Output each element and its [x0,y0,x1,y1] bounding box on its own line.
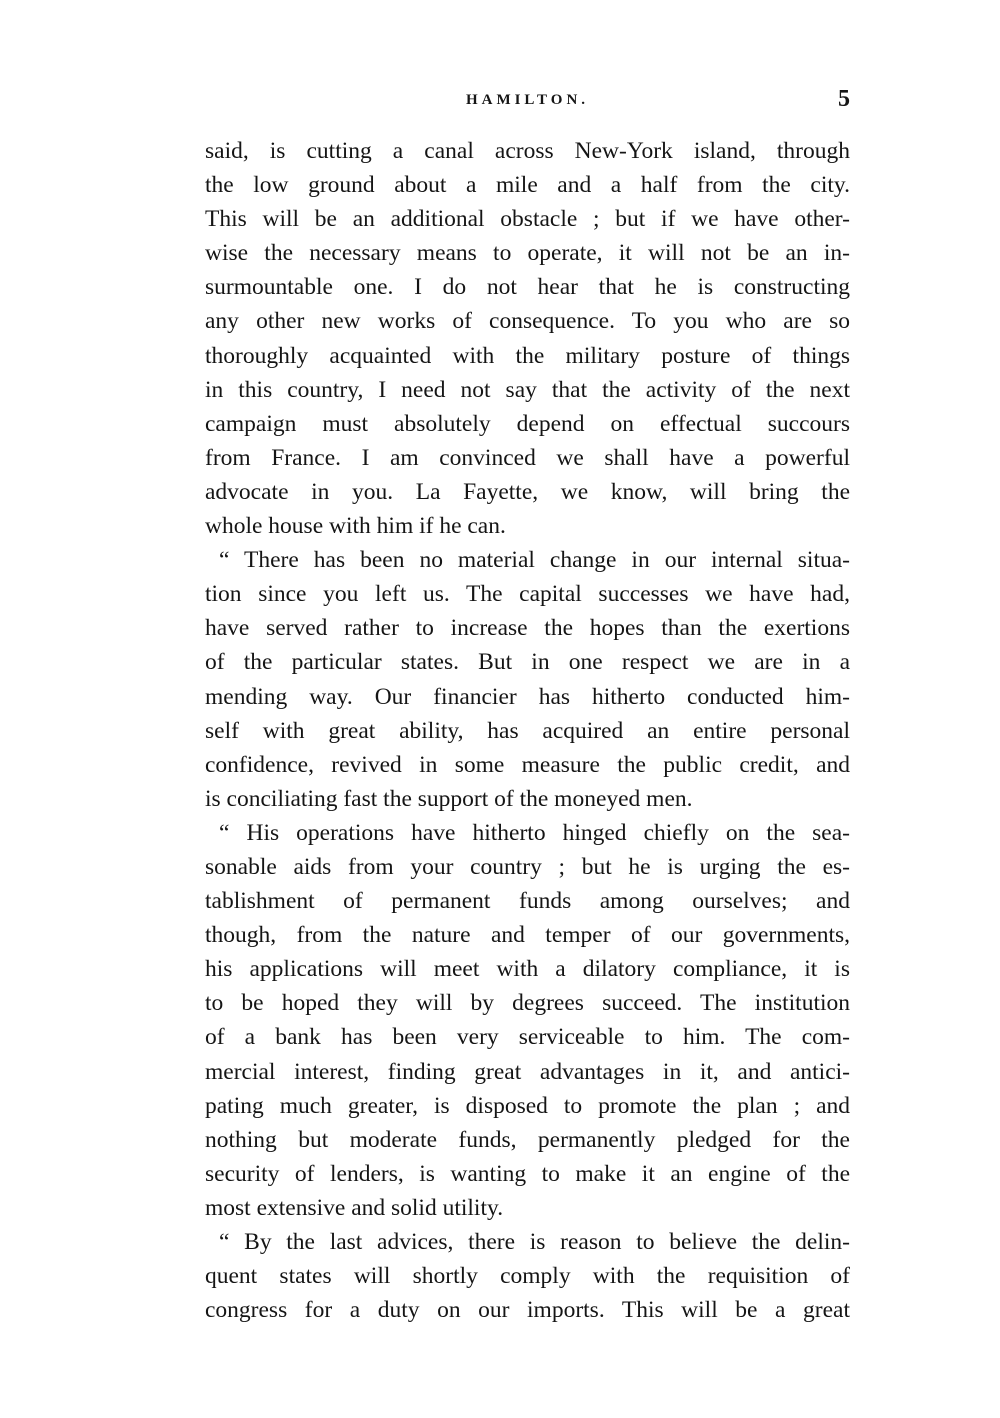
text-line: though, from the nature and temper of our governments, [205,922,850,949]
text-line: any other new works of consequence. To you who are so [205,308,850,335]
text-line: “ His operations have hitherto hinged chiefly on the sea- [219,819,850,846]
text-line: the low ground about a mile and a half from the city. [205,172,850,199]
text-line: said, is cutting a canal across New-York island, through [205,138,850,164]
text-line: have served rather to increase the hopes than the exertions [205,615,850,642]
paragraph [205,816,850,1225]
text-line: “ There has been no material change in our internal situa- [219,547,850,574]
text-line: This will be an additional obstacle ; but if we have other- [205,206,850,233]
text-line: sonable aids from your country ; but he is urging the es- [205,853,850,880]
text-line: confidence, revived in some measure the public credit, and [205,751,850,778]
text-line: is conciliating fast the support of the moneyed men. [205,785,693,812]
text-line: tablishment of permanent funds among ourselves; and [205,888,850,915]
text-line: “ By the last advices, there is reason to believe the delin- [219,1229,850,1255]
body-text [205,134,850,1327]
text-line: his applications will meet with a dilatory compliance, it is [205,956,850,983]
text-line: congress for a duty on our imports. This will be a great [205,1297,850,1324]
text-line: advocate in you. La Fayette, we know, will bring the [205,478,850,505]
text-line: of a bank has been very serviceable to him. The com- [205,1024,850,1051]
text-line: mending way. Our financier has hitherto conducted him- [205,683,850,710]
text-line: in this country, I need not say that the activity of the next [205,376,850,403]
text-line: campaign must absolutely depend on effectual succours [205,410,850,437]
page-header [205,86,850,116]
running-head: HAMILTON. [465,92,590,108]
text-line: tion since you left us. The capital successes we have had, [205,581,850,608]
text-line: self with great ability, has acquired an entire personal [205,717,850,744]
text-line: quent states will shortly comply with the requisition of [205,1263,850,1290]
text-line: thoroughly acquainted with the military posture of things [205,342,850,369]
text-line: most extensive and solid utility. [205,1194,504,1221]
text-line: wise the necessary means to operate, it will not be an in- [205,240,850,267]
paragraph [205,134,850,543]
text-line: security of lenders, is wanting to make it an engine of the [205,1160,850,1187]
paragraph [205,1225,850,1327]
text-line: pating much greater, is disposed to promote the plan ; and [205,1092,850,1119]
text-line: nothing but moderate funds, permanently pledged for the [205,1126,850,1153]
paragraph [205,543,850,816]
text-line: surmountable one. I do not hear that he is constructing [205,274,850,301]
text-line: mercial interest, finding great advantages in it, and antici- [205,1058,850,1085]
text-line: from France. I am convinced we shall have a powerful [205,444,850,471]
text-line: of the particular states. But in one respect we are in a [205,649,850,676]
text-line: to be hoped they will by degrees succeed. The institution [205,990,850,1017]
page-number: 5 [838,86,850,112]
text-line: whole house with him if he can. [205,513,506,540]
